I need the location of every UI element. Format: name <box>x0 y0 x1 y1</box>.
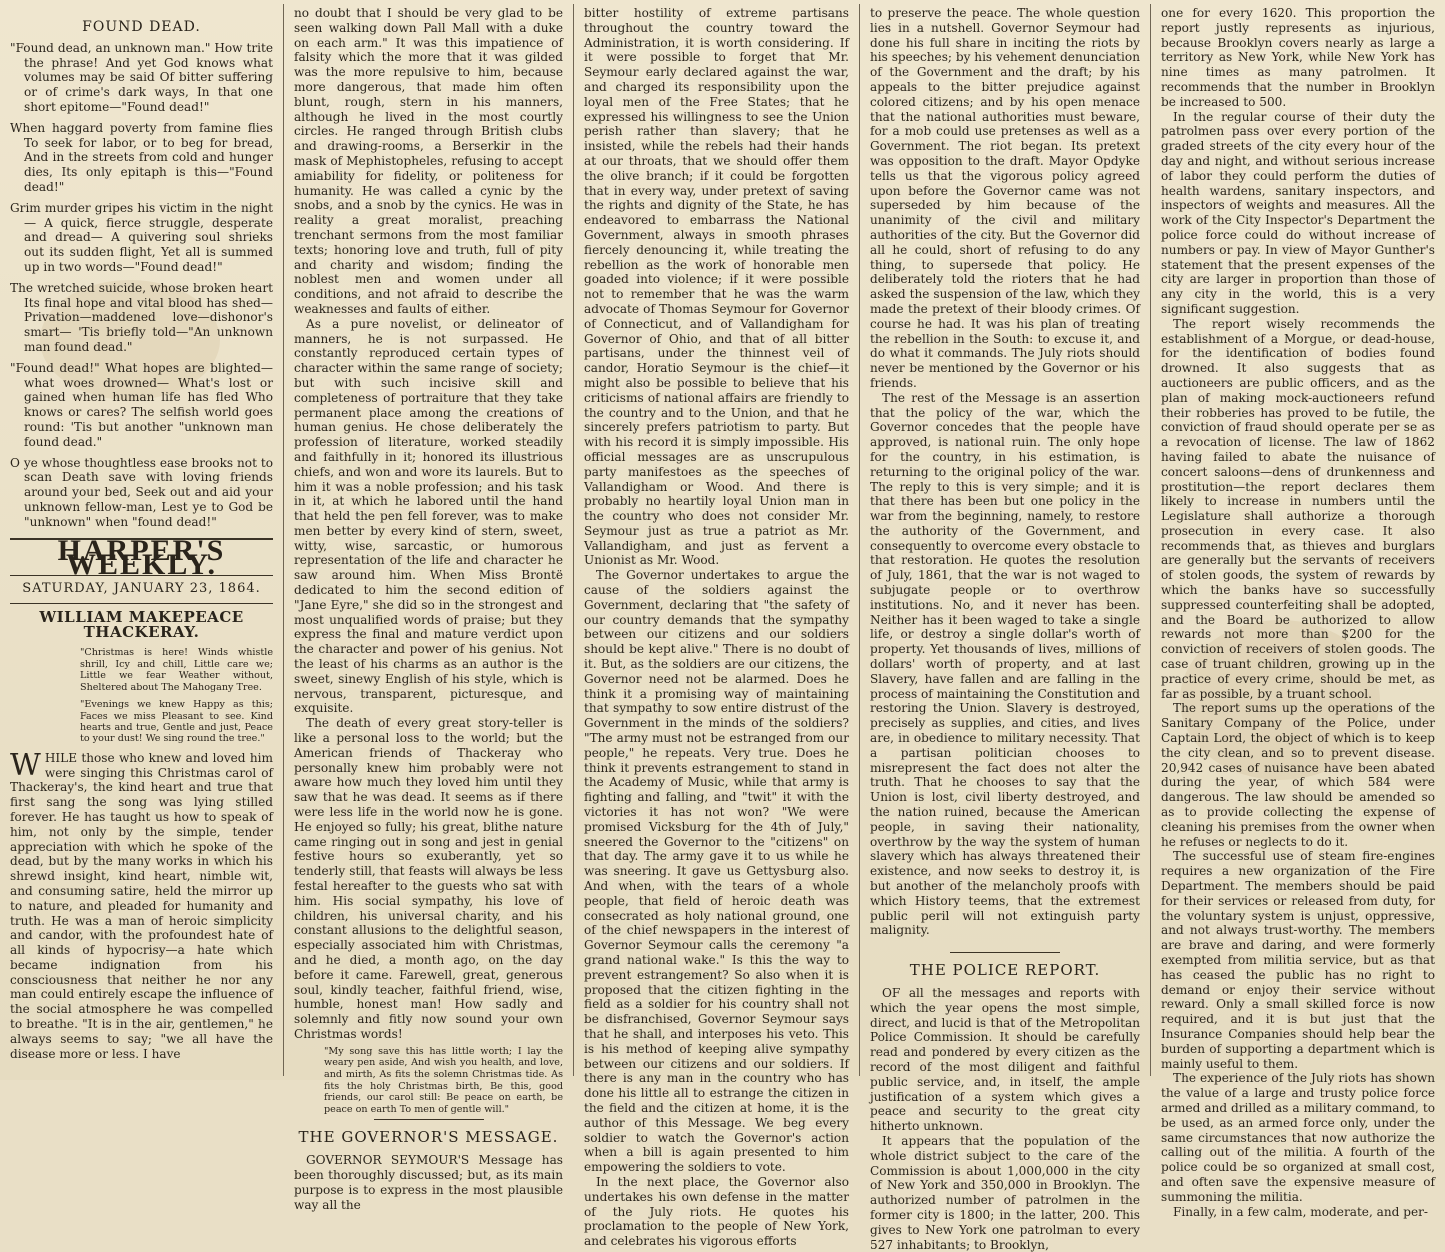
poem-stanza: When haggard poverty from famine flies To seek for labor, or to beg for bread, And in the streets from cold and hunger dies, Its only epitaph is this—"Found dead!" <box>10 120 273 194</box>
carol-stanza: "Evenings we knew Happy as this; Faces we miss Pleasant to see. Kind hearts and true, Gentle and just, Peace to your dust! We sing round the tree." <box>80 699 273 745</box>
section-rule <box>950 952 1060 953</box>
masthead <box>10 533 273 582</box>
poem-stanza: "Found dead, an unknown man." How trite the phrase! And yet God knows what volumes may be said Of bitter suffering or of crime's dark ways, In that one short epitome—"Found dead!" <box>10 40 273 114</box>
paragraph: bitter hostility of extreme partisans throughout the country toward the Administration, it is worth considering. If it were possible to forget that Mr. Seymour early declared against the war, and charged its responsibility upon the loyal men of the Free States; that he expressed his willingness to see the Union perish rather than slavery; that he insisted, while the rebels had their hands at our throats, that we should offer them the olive branch; if it could be forgotten that in every way, under pretext of saving the rights and dignity of the State, he has endeavored to embarrass the National Government, always in smooth phrases fiercely denouncing it, while treating the rebellion as the work of honorable men goaded into violence; if it were possible not to remember that he was the warm advocate of Thomas Seymour for Governor of Connecticut, and of Vallandigham for Governor of Ohio, and that of all bitter partisans, under the thinnest veil of candor, Horatio Seymour is the chief—it might also be possible to believe that his criticisms of national affairs are friendly to the country and to the Union, and that he sincerely prefers patriotism to party. But with his record it is simply impossible. His official messages are as unscrupulous party manifestoes as the speeches of Vallandigham or Wood. And there is probably no heartily loyal Union man in the country who does not consider Mr. Seymour just as true a patriot as Mr. Vallandigham, and just as fervent a Unionist as Mr. Wood. <box>584 6 849 568</box>
paragraph: OF all the messages and reports with which the year opens the most simple, direct, and lucid is that of the Metropolitan Police Commission. It should be carefully read and pondered by every citizen as the record of the most diligent and faithful public service, and, in itself, the ample justification of a system which gives a peace and security to the great city hitherto unknown. <box>870 986 1140 1134</box>
section-title: THE GOVERNOR'S MESSAGE. <box>298 1128 559 1147</box>
section-rule <box>374 1119 484 1120</box>
paragraph: GOVERNOR SEYMOUR'S Message has been thoroughly discussed; but, as its main purpose is to express in the most plausible way all the <box>294 1153 563 1212</box>
found-dead-poem <box>10 41 273 530</box>
poem-stanza: O ye whose thoughtless ease brooks not to scan Death save with loving friends around your bed, Seek out and aid your unknown fellow-man, Lest ye to God be "unknown" when "found dead!" <box>10 455 273 529</box>
column-2 <box>284 0 573 1212</box>
paragraph: The report wisely recommends the establishment of a Morgue, or dead-house, for the identification of bodies found drowned. It also suggests that as auctioneers are public officers, and as the plan of making mock-auctioneers refund their robberies has proved to be futile, the conviction of fraud should operate per se as a revocation of license. The law of 1862 having failed to abate the nuisance of concert saloons—dens of drunkenness and prostitution—the report declares them likely to increase in numbers until the Legislature shall authorize a thorough prosecution in every case. It also recommends that, as thieves and burglars are generally but the servants of receivers of stolen goods, the system of rewards by which the banks have so successfully suppressed counterfeiting shall be adopted, and the Board be authorized to allow rewards not more than $200 for the conviction of receivers of stolen goods. The case of truant children, growing up in the practice of every crime, should be met, as far as possible, by a truant school. <box>1161 316 1435 701</box>
carol-stanza: "Christmas is here! Winds whistle shrill, Icy and chill, Little care we; Little we fear Weather without, Sheltered about The Mahogany Tree. <box>80 647 273 693</box>
poem-stanza: "Found dead!" What hopes are blighted—what woes drowned— What's lost or gained when human life has fled Who knows or cares? The selfish world goes round: 'Tis but another "unknown man found dead." <box>10 360 273 449</box>
paragraph: The death of every great story-teller is like a personal loss to the world; but the American friends of Thackeray who personally knew him probably were not aware how much they loved him until they saw that he was dead. It seems as if there were less life in the world now he is gone. He enjoyed so fully; his great, blithe nature came ringing out in song and jest in genial festive hours so exuberantly, yet so tenderly still, that feasts will always be less festal hereafter to the guests who sat with him. His social sympathy, his love of children, his universal charity, and his constant allusions to the delightful season, especially associated him with Christmas, and he died, a month ago, on the day before it came. Farewell, great, generous soul, kindly teacher, faithful friend, wise, humble, honest man! How sadly and solemnly and fitly now sound your own Christmas words! <box>294 716 563 1041</box>
paragraph: In the regular course of their duty the patrolmen pass over every portion of the graded streets of the city every hour of the day and night, and without serious increase of labor they could perform the duties of health wardens, sanitary inspectors, and inspectors of weights and measures. All the work of the City Inspector's Department the police force could do without increase of numbers or pay. In view of Mayor Gunther's statement that the present expenses of the city are larger in proportion than those of any city in the world, this is a very significant suggestion. <box>1161 109 1435 316</box>
closing-verse: "My song save this has little worth; I lay the weary pen aside, And wish you health, and love, and mirth, As fits the solemn Christmas tide. As fits the holy Christmas birth, Be this, good friends, our carol still: Be peace on earth, be peace on earth To men of gentle will." <box>324 1045 563 1115</box>
paragraph: It appears that the population of the whole district subject to the care of the Commission is about 1,000,000 in the city of New York and 350,000 in Brooklyn. The authorized number of patrolmen in the former city is 1800; in the latter, 200. This gives to New York one patrolman to every 527 inhabitants; to Brooklyn, <box>870 1133 1140 1252</box>
paragraph: The experience of the July riots has shown the value of a large and trusty police force armed and drilled as a military command, to be used, as an armed force only, under the same circumstances that now authorize the calling out of the militia. A fourth of the police could be so organized at small cost, and often save the expensive measure of summoning the militia. <box>1161 1071 1435 1204</box>
paragraph: Finally, in a few calm, moderate, and per- <box>1173 1204 1428 1219</box>
paragraph: to preserve the peace. The whole question lies in a nutshell. Governor Seymour had done his full share in inciting the riots by his speeches; by his vehement denunciation of the Government and the draft; by his appeals to the bitter prejudice against colored citizens; and by his open menace that the national authorities must beware, for a mob could use pretenses as well as a Government. The riot began. Its pretext was opposition to the draft. Mayor Opdyke tells us that the vigorous policy agreed upon before the Governor came was not superseded by him because of the unanimity of the civil and military authorities of the city. But the Governor did all he could, short of refusing to do any thing, to supersede that policy. He deliberately told the rioters that he had asked the suspension of the law, which they made the pretext of their bloody crimes. Of course he had. It was his plan of treating the rebellion in the South: to excuse it, and do what it commands. The July riots should never be mentioned by the Governor or his friends. <box>870 6 1140 390</box>
paragraph: The rest of the Message is an assertion that the policy of the war, which the Governor concedes that the people have approved, is national ruin. The only hope for the country, in his estimation, is returning to the original policy of the war. The reply to this is very simple; and it is that there has been but one policy in the war from the beginning, namely, to restore the authority of the Government, and consequently to overcome every obstacle to that restoration. He quotes the resolution of July, 1861, that the war is not waged to subjugate people or to overthrow institutions. No, and it never has been. Neither has it been waged to take a single life, or destroy a single dollar's worth of property. Yet thousands of lives, millions of dollars' worth of property, and at last Slavery, have fallen and are falling in the process of maintaining the Constitution and restoring the Union. Slavery is destroyed, precisely as supplies, and cities, and lives are, in obedience to military necessity. That a partisan politician chooses to misrepresent the fact does not alter the truth. That he chooses to say that the Union is lost, civil liberty destroyed, and the nation ruined, because the American people, in saving their nationality, overthrow by the way the system of human slavery which has always threatened their existence, and now seeks to destroy it, is but another of the melancholy proofs with which History teems, that the extremest public peril will not extinguish party malignity. <box>870 390 1140 938</box>
column-5 <box>1151 0 1445 1219</box>
paragraph: In the next place, the Governor also undertakes his own defense in the matter of the July riots. He quotes his proclamation to the people of New York, and celebrates his vigorous efforts <box>584 1174 849 1249</box>
masthead-title: HARPER'S WEEKLY. <box>57 533 226 582</box>
poem-title: FOUND DEAD. <box>82 19 201 35</box>
poem-stanza: The wretched suicide, whose broken heart Its final hope and vital blood has shed— Privation—maddened love—dishonor's smart— 'Tis briefly told—"An unknown man found dead." <box>10 280 273 354</box>
article-title: WILLIAM MAKEPEACE THACKERAY. <box>39 607 244 641</box>
paragraph: As a pure novelist, or delineator of manners, he is not surpassed. He constantly reproduced certain types of character within the same range of society; but with such incisive skill and completeness of portraiture that they take permanent place among the creations of human genius. He chose deliberately the profession of literature, worked steadily and faithfully in it; honored its illustrious chiefs, and won and wore its laurels. But to him it was a noble profession; and his task in it, at which he labored until the hand that held the pen fell forever, was to make men better by every kind of stern, sweet, witty, wise, sarcastic, or humorous representation of the life and character he saw around him. When Miss Brontë dedicated to him the second edition of "Jane Eyre," she did so in the strongest and most unqualified words of praise; but they express the final and mature verdict upon the character and power of his genius. Not the least of his charms as an author is the sweet, sinewy English of his style, which is nervous, transparent, picturesque, and exquisite. <box>294 316 563 716</box>
section-title: THE POLICE REPORT. <box>909 961 1101 980</box>
paragraph: one for every 1620. This proportion the report justly represents as injurious, because Brooklyn covers nearly as large a territory as New York, while New York has nine times as many patrolmen. It recommends that the number in Brooklyn be increased to 500. <box>1161 6 1435 109</box>
article-body <box>10 747 273 1062</box>
drop-cap: W <box>10 747 41 783</box>
article-text: HILE those who knew and loved him were singing this Christmas carol of Thackeray's, the kind heart and true that first sang the song was lying stilled forever. He has taught us how to speak of him, not only by the simple, tender appreciation with which he spoke of the dead, but by the many works in which his shrewd insight, kind heart, nimble wit, and consuming satire, held the mirror up to nature, and pleaded for humanity and truth. He was a man of heroic simplicity and candor, with the profoundest hate of all kinds of hypocrisy—a hate which became indignation from his consciousness that neither he nor any man could entirely escape the influence of the social atmosphere he was compelled to breathe. "It is in the air, gentlemen," he always seems to say; "we all have the disease more or less. I have <box>10 750 273 1061</box>
paragraph: The successful use of steam fire-engines requires a new organization of the Fire Department. The members should be paid for their services or released from duty, for the voluntary system is unjust, oppressive, and not always trust-worthy. The members are brave and daring, and were formerly exempted from militia service, but as that has ceased the public has no right to demand or enjoy their service without reward. Only a small skilled force is now required, and it is but just that the Insurance Companies should help bear the burden of supporting a department which is mainly useful to them. <box>1161 849 1435 1071</box>
dateline: SATURDAY, JANUARY 23, 1864. <box>10 580 273 604</box>
column-4 <box>860 0 1150 1252</box>
column-3 <box>574 0 859 1249</box>
column-1 <box>0 0 283 1080</box>
paragraph: The report sums up the operations of the Sanitary Company of the Police, under Captain Lord, the object of which is to keep the city clean, and so to prevent disease. 20,942 cases of nuisance have been abated during the year, of which 584 were dangerous. The law should be amended so as to provide collecting the expense of cleaning his premises from the owner when he refuses or neglects to do it. <box>1161 701 1435 849</box>
carol-verse <box>10 647 273 744</box>
paragraph: The Governor undertakes to argue the cause of the soldiers against the Government, declaring that "the safety of our country demands that the sympathy between our citizens and our soldiers should be kept alive." There is no doubt of it. But, as the soldiers are our citizens, the Governor need not be alarmed. Does he think it a promising way of maintaining that sympathy to sow entire distrust of the Government in the minds of the soldiers? "The army must not be estranged from our people," he repeats. Very true. Does he think it prevents estrangement to stand in the Academy of Music, while that army is fighting and falling, and "twit" it with the victories it has not won? "We were promised Vicksburg for the 4th of July," sneered the Governor to the "citizens" on that day. The army gave it to us while he was sneering. It gave us Gettysburg also. And when, with the tears of a whole people, that field of heroic death was consecrated as holy national ground, one of the chief newspapers in the interest of Governor Seymour calls the ceremony "a grand national wake." Is this the way to prevent estrangement? So also when it is proposed that the citizen fighting in the field as a soldier for his country shall not be disfranchised, Governor Seymour says that he shall, and interposes his veto. This is his method of keeping alive sympathy between our citizens and our soldiers. If there is any man in the country who has done his little all to estrange the citizen in the field and the citizen at home, it is the author of this Message. We beg every soldier to watch the Governor's action when a bill is again presented to him empowering the soldiers to vote. <box>584 568 849 1175</box>
poem-stanza: Grim murder gripes his victim in the night— A quick, fierce struggle, desperate and dread— A quivering soul shrieks out its sudden flight, Yet all is summed up in two words—"Found dead!" <box>10 200 273 274</box>
paragraph: no doubt that I should be very glad to be seen walking down Pall Mall with a duke on each arm." It was this impatience of falsity which the more that it was gilded was the more repulsive to him, because more dangerous, that made him often blunt, rough, stern in his manners, although he lived in the most courtly circles. He ranged through British clubs and drawing-rooms, a Berserkir in the mask of Mephistopheles, refusing to accept amiability for fidelity, or politeness for humanity. He was called a cynic by the snobs, and a snob by the cynics. He was in reality a great moralist, preaching trenchant sermons from the most familiar texts; honoring love and truth, full of pity and charity and wisdom; finding the noblest men and women under all conditions, and not afraid to describe the weaknesses and faults of either. <box>294 6 563 316</box>
